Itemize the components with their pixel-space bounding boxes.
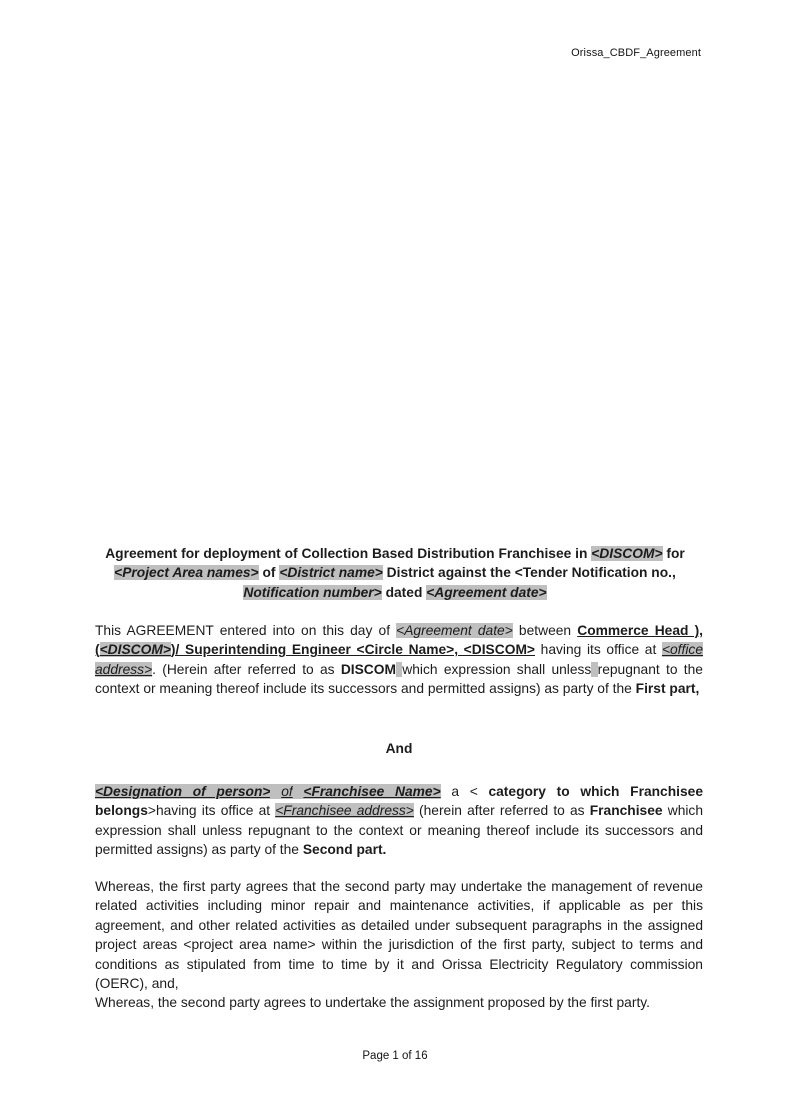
whereas-second-clause: Whereas, the second party agrees to undertake the assignment proposed by the first party. xyxy=(95,995,650,1011)
text-run: repugnant to the context or meaning thereof include its successors and permitted assigns) as party of the xyxy=(95,661,703,697)
text-run: <Agreement date> xyxy=(426,584,547,600)
agreement-title xyxy=(95,544,695,602)
page-number: Page 1 of 16 xyxy=(362,1050,428,1062)
text-run: <office address> xyxy=(95,642,703,677)
text-run: for xyxy=(662,546,685,561)
whereas-first-clause: Whereas, the first party agrees that the second party may undertake the management of revenue related activities including minor repair and maintenance activities, if applicable as per this agreement, and other related activities as detailed under subsequent paragraphs in the assigned project areas <project area name> within the jurisdiction of the first party, subject to terms and conditions as stipulated from time to time by it and Orissa Electricity Regulatory commission (OERC), and, xyxy=(95,879,703,992)
text-run: of xyxy=(281,784,293,799)
text-run: First part, xyxy=(635,681,700,697)
text-run: <Franchisee address> xyxy=(275,803,414,819)
whereas-paragraph xyxy=(95,877,703,1013)
text-run: DISCOM xyxy=(340,661,397,677)
text-run: <Designation of person> xyxy=(95,784,271,799)
text-run: category to which Franchisee belongs xyxy=(95,784,704,819)
text-run: which expression shall unless repugnant to the context or meaning thereof include its successors and permitted assigns) as party of the xyxy=(95,803,704,858)
text-run: District against the <Tender Notification no., xyxy=(382,565,676,581)
text-run: <Project Area names> xyxy=(114,565,259,581)
document-header-label: Orissa_CBDF_Agreement xyxy=(571,47,701,59)
text-run: >having its office at xyxy=(147,803,276,819)
text-run: <Franchisee Name> xyxy=(303,784,441,799)
and-separator: And xyxy=(385,741,413,756)
second-party-paragraph xyxy=(95,782,703,860)
text-run xyxy=(293,784,304,799)
text-run: Notification number> xyxy=(243,584,382,600)
text-run: . (Herein after referred to as xyxy=(152,661,341,677)
text-run: (herein after referred to as xyxy=(413,803,590,819)
text-run: <DISCOM> xyxy=(591,546,663,561)
text-run: dated xyxy=(381,584,427,600)
text-run: which expression shall unless xyxy=(402,661,592,677)
text-run: <DISCOM> xyxy=(99,642,171,658)
text-run xyxy=(270,784,281,799)
text-run: This AGREEMENT entered into on this day of xyxy=(95,623,397,638)
text-run: Second part. xyxy=(302,842,387,858)
first-party-paragraph xyxy=(95,621,703,699)
text-run: a < xyxy=(440,784,489,799)
text-run: Franchisee xyxy=(589,803,663,819)
text-run: having its office at xyxy=(535,642,662,658)
text-run: <District name> xyxy=(279,565,383,581)
text-run: between xyxy=(512,623,578,638)
text-run: of xyxy=(258,565,280,581)
text-run: Agreement for deployment of Collection Based Distribution Franchisee in xyxy=(105,546,592,561)
text-run: )/ Superintending Engineer <Circle Name>, <DISCOM> xyxy=(170,642,535,658)
text-run: Commerce Head ), ( xyxy=(95,623,703,658)
text-run: <Agreement date> xyxy=(396,623,513,638)
